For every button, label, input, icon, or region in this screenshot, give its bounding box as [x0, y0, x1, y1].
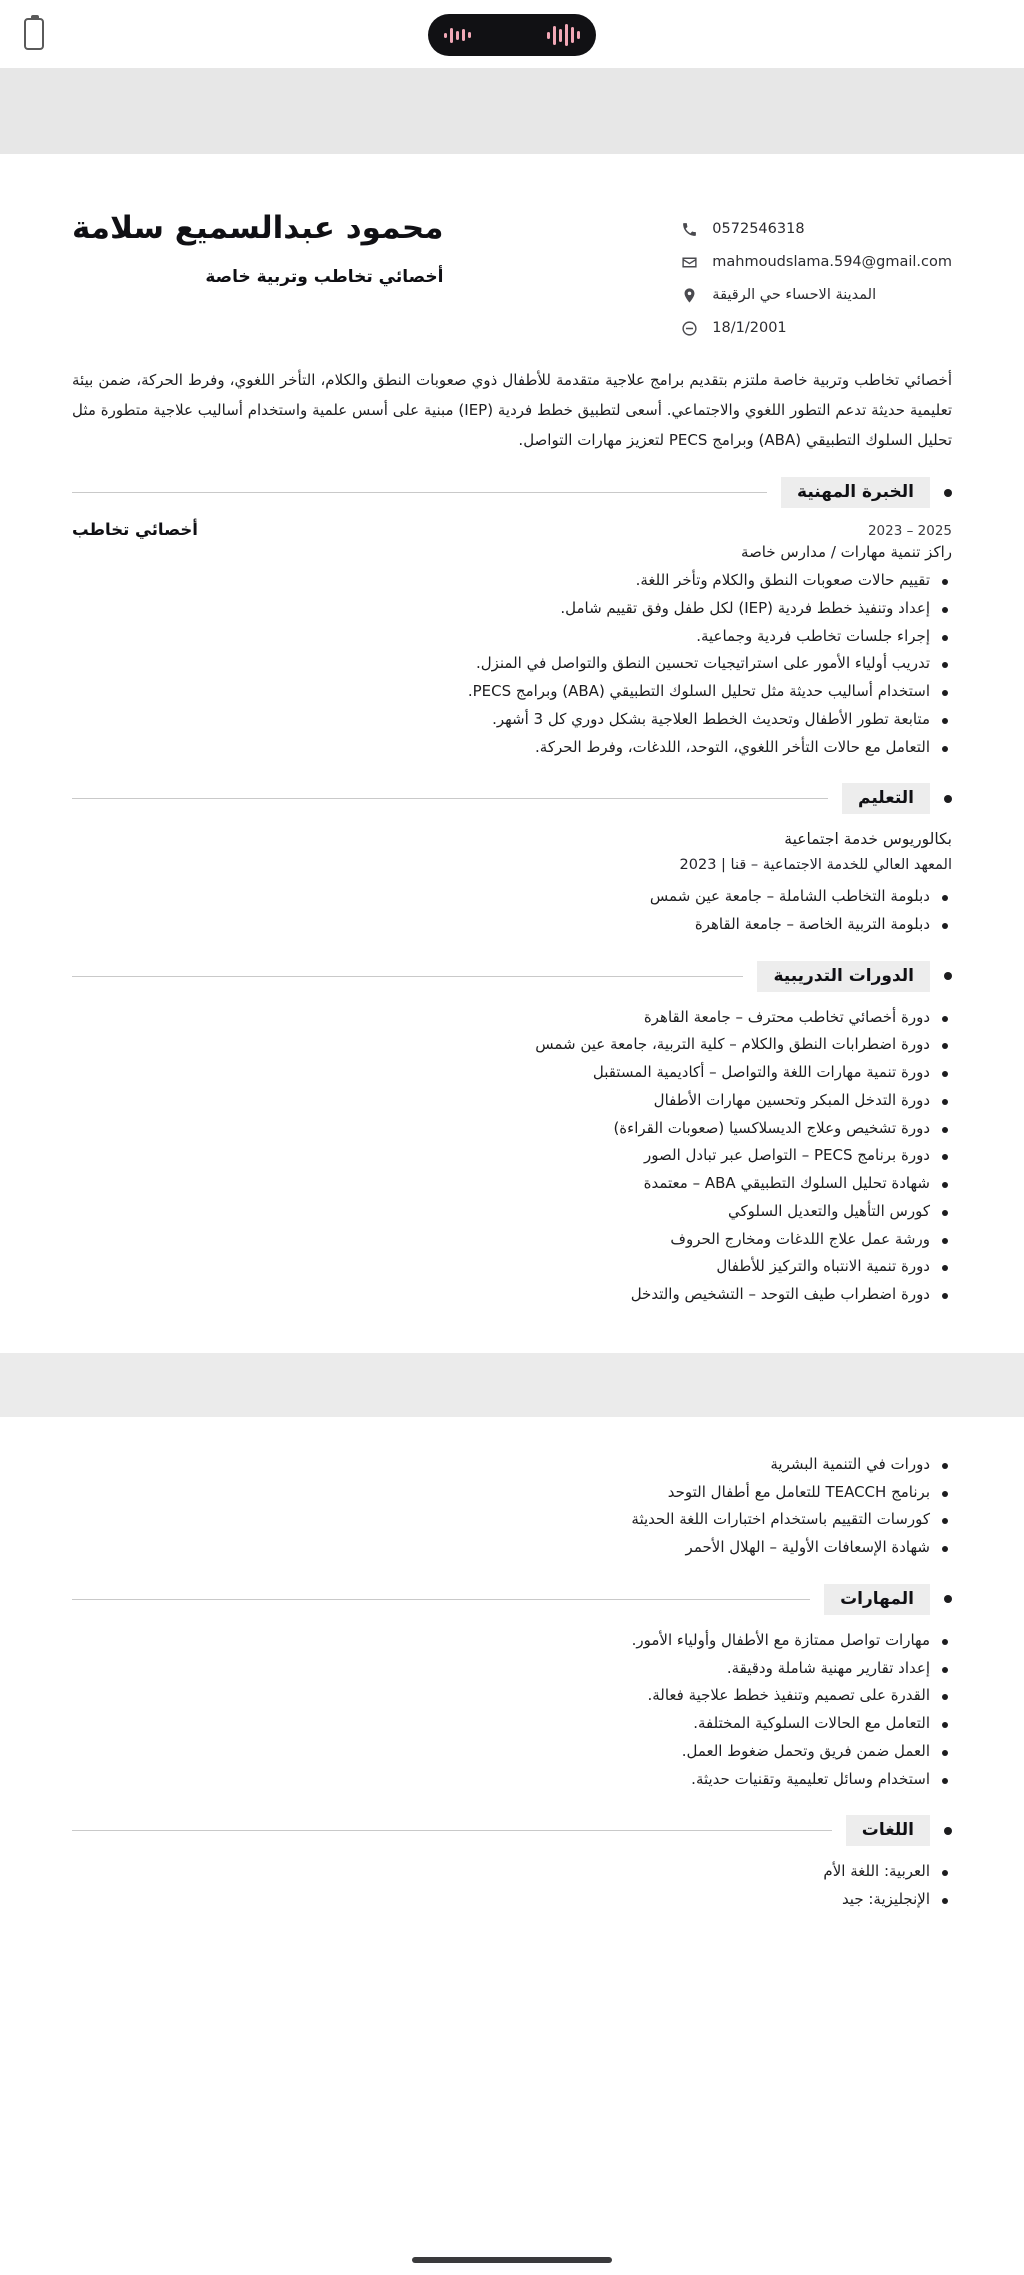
contact-email — [678, 251, 952, 273]
section-bullet-icon — [944, 1595, 952, 1603]
list-item: مهارات تواصل ممتازة مع الأطفال وأولياء الأمور. — [72, 1627, 952, 1655]
cv-page-2 — [0, 1417, 1024, 1954]
section-courses — [72, 961, 952, 1309]
list-item: دورة اضطرابات النطق والكلام – كلية التربية، جامعة عين شمس — [72, 1031, 952, 1059]
list-item: إعداد وتنفيذ خطط فردية (IEP) لكل طفل وفق تقييم شامل. — [72, 595, 952, 623]
list-item: كورسات التقييم باستخدام اختبارات اللغة الحديثة — [72, 1506, 952, 1534]
professional-summary: أخصائي تخاطب وتربية خاصة ملتزم بتقديم برامج علاجية متقدمة للأطفال ذوي صعوبات النطق والكلام، التأخر اللغوي، وفرط الحركة، ضمن بيئة تعليمية حديثة تدعم التطور اللغوي والاجتماعي. أسعى لتطبيق خطط فردية (IEP) مبنية على أسس علمية واستخدام أساليب علاجية متطورة مثل تحليل السلوك التطبيقي (ABA) وبرامج PECS لتعزيز مهارات التواصل. — [72, 371, 952, 449]
cv-page-1 — [0, 154, 1024, 1309]
section-header — [72, 1815, 952, 1846]
courses-list — [72, 1004, 952, 1309]
job-header — [72, 520, 952, 539]
skills-list — [72, 1627, 952, 1794]
education-degree: بكالوريوس خدمة اجتماعية — [784, 830, 952, 849]
list-item: متابعة تطور الأطفال وتحديث الخطط العلاجية بشكل دوري كل 3 أشهر. — [72, 706, 952, 734]
list-item: دبلومة التخاطب الشاملة – جامعة عين شمس — [72, 883, 952, 911]
page-break — [0, 1353, 1024, 1417]
job-employer: راكز تنمية مهارات / مدارس خاصة — [741, 543, 952, 561]
page-title: محمود عبدالسميع سلامة — [72, 210, 444, 246]
section-divider — [72, 1599, 810, 1600]
list-item: إجراء جلسات تخاطب فردية وجماعية. — [72, 623, 952, 651]
list-item: التعامل مع الحالات السلوكية المختلفة. — [72, 1710, 952, 1738]
list-item: العمل ضمن فريق وتحمل ضغوط العمل. — [72, 1738, 952, 1766]
battery-icon — [24, 18, 44, 50]
languages-list — [72, 1858, 952, 1914]
contact-phone-value: 0572546318 — [712, 221, 805, 237]
list-item: دورة تنمية الانتباه والتركيز للأطفال — [72, 1253, 952, 1281]
dynamic-island-audio-indicator[interactable] — [428, 14, 596, 56]
experience-list — [72, 567, 952, 761]
list-item: شهادة الإسعافات الأولية – الهلال الأحمر — [72, 1534, 952, 1562]
section-title-courses: الدورات التدريبية — [757, 961, 930, 992]
list-item: شهادة تحليل السلوك التطبيقي ABA – معتمدة — [72, 1170, 952, 1198]
section-header — [72, 477, 952, 508]
app-chrome-band — [0, 68, 1024, 154]
list-item: دورة برنامج PECS – التواصل عبر تبادل الصور — [72, 1142, 952, 1170]
location-icon — [678, 284, 700, 306]
list-item: القدرة على تصميم وتنفيذ خطط علاجية فعالة. — [72, 1682, 952, 1710]
cv-header — [72, 194, 952, 339]
list-item: برنامج TEACCH للتعامل مع أطفال التوحد — [72, 1479, 952, 1507]
section-title-languages: اللغات — [846, 1815, 930, 1846]
contact-location-value: المدينة الاحساء حي الرقيقة — [712, 287, 877, 303]
section-header — [72, 961, 952, 992]
contact-birthdate — [678, 317, 952, 339]
calendar-icon — [678, 317, 700, 339]
section-divider — [72, 492, 767, 493]
bottom-spacer — [0, 1954, 1024, 2000]
job-title: أخصائي تخاطب — [72, 520, 198, 539]
list-item: دورات في التنمية البشرية — [72, 1451, 952, 1479]
section-divider — [72, 798, 828, 799]
contact-birthdate-value: 18/1/2001 — [712, 320, 787, 336]
section-title-skills: المهارات — [824, 1584, 930, 1615]
list-item: إعداد تقارير مهنية شاملة ودقيقة. — [72, 1655, 952, 1683]
list-item: استخدام وسائل تعليمية وتقنيات حديثة. — [72, 1766, 952, 1794]
email-icon — [678, 251, 700, 273]
phone-icon — [678, 218, 700, 240]
list-item: دورة التدخل المبكر وتحسين مهارات الأطفال — [72, 1087, 952, 1115]
section-bullet-icon — [944, 489, 952, 497]
contact-location — [678, 284, 952, 306]
section-experience — [72, 477, 952, 761]
list-item: التعامل مع حالات التأخر اللغوي، التوحد، اللدغات، وفرط الحركة. — [72, 734, 952, 762]
list-item: دورة أخصائي تخاطب محترف – جامعة القاهرة — [72, 1004, 952, 1032]
courses-list-continued — [72, 1451, 952, 1562]
education-list — [72, 883, 952, 939]
section-divider — [72, 1830, 832, 1831]
job-role-subtitle: أخصائي تخاطب وتربية خاصة — [205, 267, 444, 288]
section-header — [72, 1584, 952, 1615]
home-indicator[interactable] — [412, 2257, 612, 2263]
contact-email-value: mahmoudslama.594@gmail.com — [712, 254, 952, 270]
waveform-left-icon — [547, 24, 580, 46]
list-item: ورشة عمل علاج اللدغات ومخارج الحروف — [72, 1226, 952, 1254]
section-languages — [72, 1815, 952, 1914]
status-bar — [0, 0, 1024, 68]
list-item: تدريب أولياء الأمور على استراتيجيات تحسين النطق والتواصل في المنزل. — [72, 650, 952, 678]
list-item: الإنجليزية: جيد — [72, 1886, 952, 1914]
section-title-education: التعليم — [842, 783, 930, 814]
section-divider — [72, 976, 743, 977]
section-bullet-icon — [944, 1827, 952, 1835]
section-education — [72, 783, 952, 938]
education-institute: المعهد العالي للخدمة الاجتماعية – قنا | 2023 — [679, 856, 952, 873]
section-header — [72, 783, 952, 814]
name-block — [72, 210, 443, 287]
contact-phone — [678, 218, 952, 240]
section-bullet-icon — [944, 972, 952, 980]
list-item: دورة تشخيص وعلاج الديسلاكسيا (صعوبات القراءة) — [72, 1115, 952, 1143]
list-item: دبلومة التربية الخاصة – جامعة القاهرة — [72, 911, 952, 939]
list-item: كورس التأهيل والتعديل السلوكي — [72, 1198, 952, 1226]
waveform-right-icon — [444, 24, 471, 46]
list-item: دورة تنمية مهارات اللغة والتواصل – أكاديمية المستقبل — [72, 1059, 952, 1087]
section-bullet-icon — [944, 795, 952, 803]
section-skills — [72, 1584, 952, 1794]
list-item: دورة اضطراب طيف التوحد – التشخيص والتدخل — [72, 1281, 952, 1309]
job-date: 2023 – 2025 — [867, 523, 952, 539]
contact-block — [678, 210, 952, 339]
list-item: تقييم حالات صعوبات النطق والكلام وتأخر اللغة. — [72, 567, 952, 595]
section-title-experience: الخبرة المهنية — [781, 477, 930, 508]
list-item: استخدام أساليب حديثة مثل تحليل السلوك التطبيقي (ABA) وبرامج PECS. — [72, 678, 952, 706]
list-item: العربية: اللغة الأم — [72, 1858, 952, 1886]
